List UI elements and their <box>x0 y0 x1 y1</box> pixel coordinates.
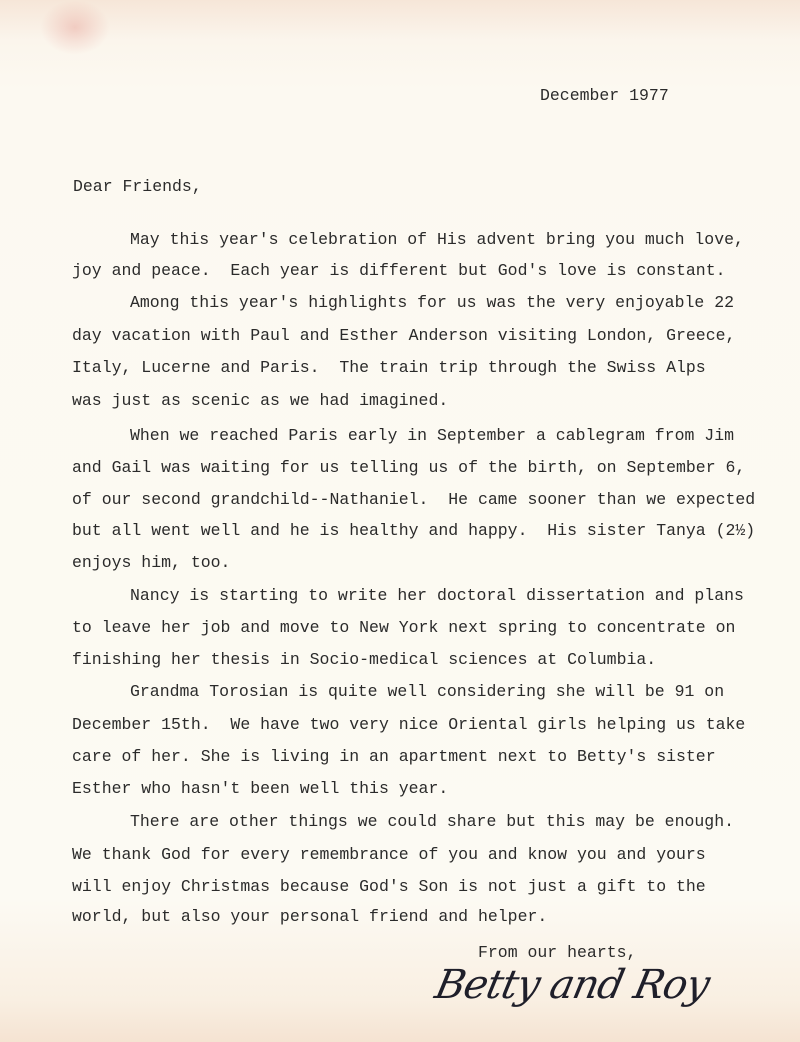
letter-line: Among this year's highlights for us was the very enjoyable 22 <box>130 293 734 312</box>
letter-line: Esther who hasn't been well this year. <box>72 779 449 798</box>
letter-line: but all went well and he is healthy and happy. His sister Tanya (2½) <box>72 521 756 540</box>
salutation: Dear Friends, <box>73 177 202 196</box>
letter-line: day vacation with Paul and Esther Anderson visiting London, Greece, <box>72 326 736 345</box>
letter-line: to leave her job and move to New York next spring to concentrate on <box>72 618 736 637</box>
letter-line: world, but also your personal friend and helper. <box>72 907 548 926</box>
letter-line: Italy, Lucerne and Paris. The train trip through the Swiss Alps <box>72 358 706 377</box>
letter-line: was just as scenic as we had imagined. <box>72 391 449 410</box>
letter-line: December 15th. We have two very nice Oriental girls helping us take <box>72 715 746 734</box>
letter-line: When we reached Paris early in September a cablegram from Jim <box>130 426 734 445</box>
handwritten-signature: Betty and Roy <box>431 962 714 1008</box>
letter-line: May this year's celebration of His advent bring you much love, <box>130 230 744 249</box>
letter-line: There are other things we could share but this may be enough. <box>130 812 734 831</box>
letter-date: December 1977 <box>540 86 669 105</box>
paper-stain <box>40 0 110 55</box>
letter-line: Grandma Torosian is quite well considering she will be 91 on <box>130 682 725 701</box>
letter-line: and Gail was waiting for us telling us of the birth, on September 6, <box>72 458 746 477</box>
closing: From our hearts, <box>478 943 637 962</box>
letter-line: enjoys him, too. <box>72 553 231 572</box>
letter-line: will enjoy Christmas because God's Son is not just a gift to the <box>72 877 706 896</box>
letter-line: of our second grandchild--Nathaniel. He came sooner than we expected <box>72 490 756 509</box>
letter-line: care of her. She is living in an apartment next to Betty's sister <box>72 747 716 766</box>
letter-line: finishing her thesis in Socio-medical sciences at Columbia. <box>72 650 657 669</box>
letter-line: Nancy is starting to write her doctoral dissertation and plans <box>130 586 744 605</box>
letter-line: joy and peace. Each year is different but God's love is constant. <box>72 261 726 280</box>
letter-line: We thank God for every remembrance of you and know you and yours <box>72 845 706 864</box>
